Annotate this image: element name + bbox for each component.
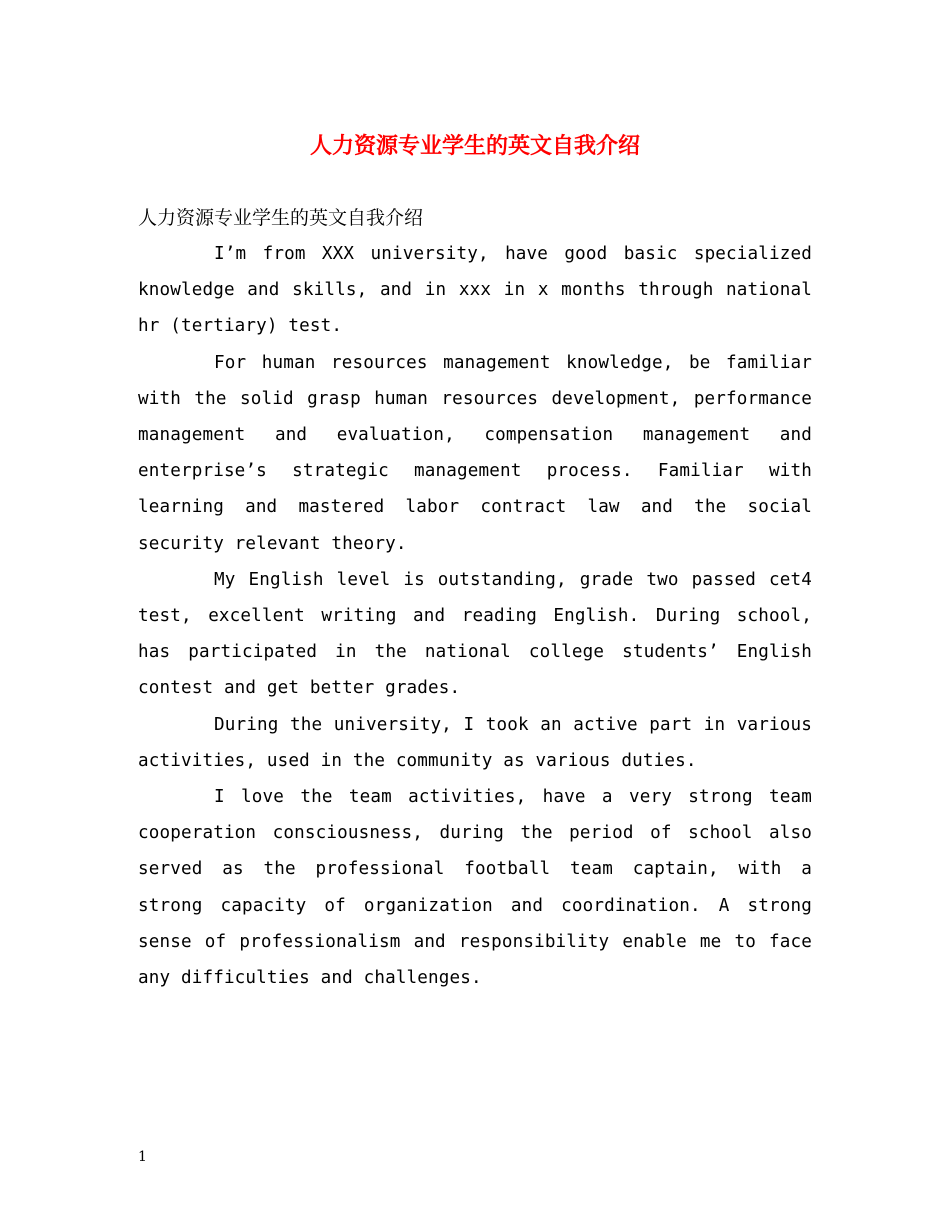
- document-subtitle: 人力资源专业学生的英文自我介绍: [138, 207, 424, 229]
- paragraph-teamwork: I love the team activities, have a very strong team cooperation consciousness, during the period of school also served as the professional football team captain, with a strong capacity of organization and coordination. A strong sense of professionalism and responsibility enable me to face any difficulties and challenges.: [138, 787, 812, 989]
- paragraph-university-activities: During the university, I took an active part in various activities, used in the community as various duties.: [138, 714, 812, 771]
- paragraph-hr-knowledge: For human resources management knowledge, be familiar with the solid grasp human resources development, performance management and evaluation, compensation management and enterprise’s strategic management process. Familiar with learning and mastered labor contract law and the social security relevant theory.: [138, 352, 812, 554]
- paragraph-intro: I’m from XXX university, have good basic specialized knowledge and skills, and in xxx in x months through national hr (tertiary) test.: [138, 244, 812, 337]
- document-title: 人力资源专业学生的英文自我介绍: [309, 133, 640, 159]
- paragraph-english-level: My English level is outstanding, grade two passed cet4 test, excellent writing and reading English. During school, has participated in the national college students’ English contest and get better grades.: [138, 569, 812, 699]
- page-number: 1: [138, 1149, 147, 1165]
- document-body: [138, 200, 812, 996]
